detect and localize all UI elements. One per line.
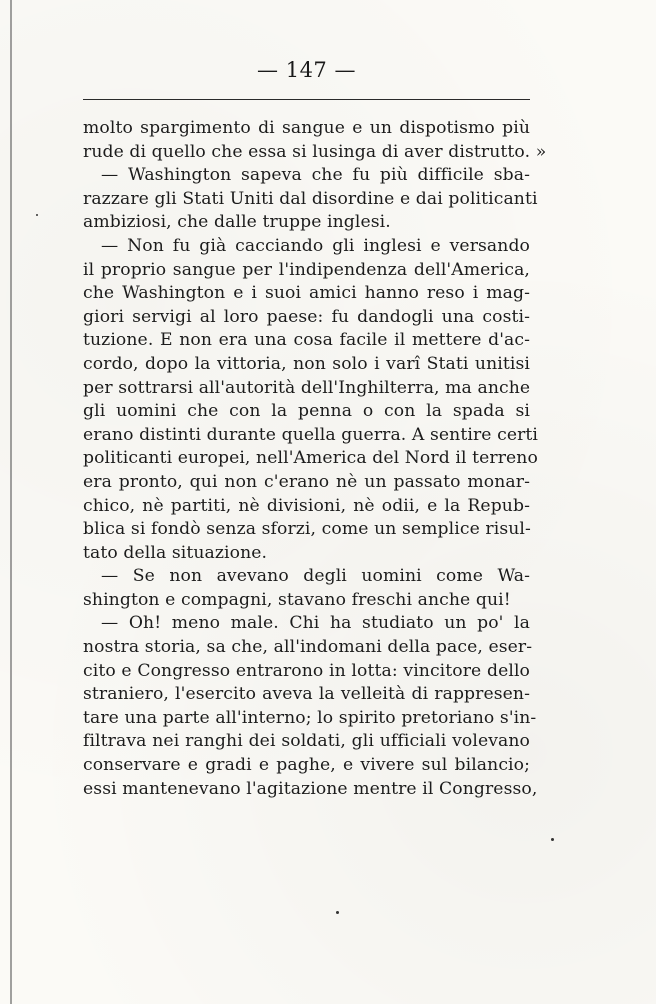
- text-line: il proprio sangue per l'indipendenza dell'America,: [83, 259, 530, 280]
- page-binding-edge: [10, 0, 12, 1004]
- paper-speck: [551, 838, 554, 841]
- text-line: — Oh! meno male. Chi ha studiato un po' la: [101, 613, 530, 634]
- text-line: shington e compagni, stavano freschi anche qui!: [83, 589, 511, 610]
- paper-speck: [336, 911, 339, 914]
- text-line: chico, nè partiti, nè divisioni, nè odii, e la Repub-: [83, 495, 530, 516]
- text-line: blica si fondò senza sforzi, come un semplice risul-: [83, 519, 531, 540]
- text-line: tare una parte all'interno; lo spirito pretoriano s'in-: [83, 707, 537, 728]
- text-line: essi mantenevano l'agitazione mentre il Congresso,: [83, 778, 538, 799]
- text-line: filtrava nei ranghi dei soldati, gli ufficiali volevano: [83, 731, 530, 752]
- text-line: straniero, l'esercito aveva la velleità di rappresen-: [83, 684, 530, 705]
- header-rule: [83, 99, 530, 100]
- text-line: conservare e gradi e paghe, e vivere sul bilancio;: [83, 755, 530, 776]
- text-line: politicanti europei, nell'America del Nord il terreno: [83, 448, 538, 469]
- text-line: razzare gli Stati Uniti dal disordine e dai politicanti: [83, 188, 538, 209]
- text-line: cordo, dopo la vittoria, non solo i varî Stati unitisi: [83, 353, 530, 374]
- text-line: nostra storia, sa che, all'indomani della pace, eser-: [83, 637, 533, 658]
- text-line: — Se non avevano degli uomini come Wa-: [101, 566, 530, 587]
- text-line: tato della situazione.: [83, 542, 268, 563]
- text-line: per sottrarsi all'autorità dell'Inghilterra, ma anche: [83, 377, 531, 398]
- text-line: molto spargimento di sangue e un dispotismo più: [83, 118, 530, 138]
- text-line: che Washington e i suoi amici hanno reso i mag-: [83, 283, 530, 304]
- text-line: — Non fu già cacciando gli inglesi e versando: [101, 235, 530, 256]
- text-line: erano distinti durante quella guerra. A sentire certi: [83, 424, 539, 445]
- text-line: — Washington sapeva che fu più difficile sba-: [101, 165, 530, 186]
- text-line: ambiziosi, che dalle truppe inglesi.: [83, 212, 391, 233]
- body-text: [83, 117, 547, 801]
- text-line: rude di quello che essa si lusinga di aver distrutto. »: [83, 141, 547, 162]
- text-line: tuzione. E non era una cosa facile il mettere d'ac-: [83, 330, 530, 351]
- text-line: gli uomini che con la penna o con la spada si: [83, 401, 530, 422]
- text-line: era pronto, qui non c'erano nè un passato monar-: [83, 471, 530, 492]
- text-line: cito e Congresso entrarono in lotta: vincitore dello: [83, 660, 530, 681]
- page-number-header: — 147 —: [257, 58, 356, 82]
- text-line: giori servigi al loro paese: fu dandogli una costi-: [83, 306, 530, 327]
- paper-speck: [36, 214, 38, 216]
